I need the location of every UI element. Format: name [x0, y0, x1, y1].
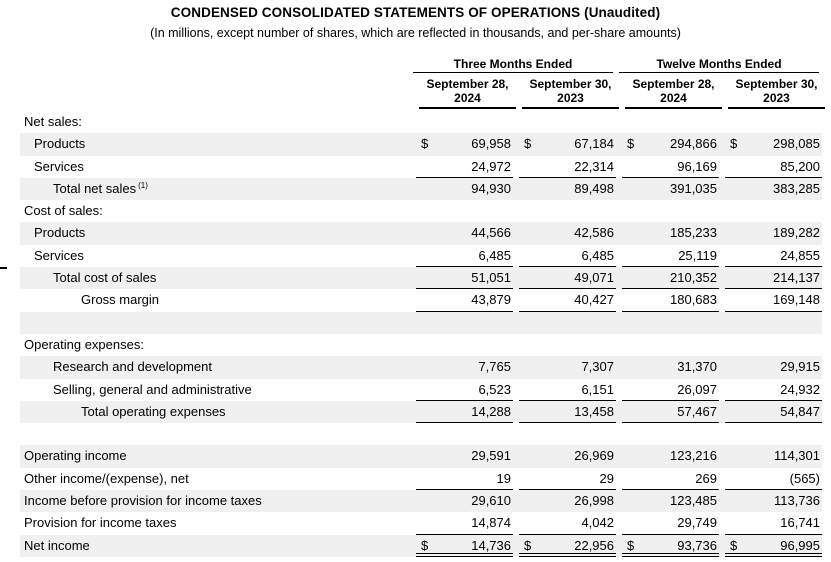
value-column — [622, 512, 719, 534]
cell-value: 57,467 — [677, 403, 717, 419]
value-column — [519, 111, 616, 133]
value-column — [416, 334, 513, 356]
cell-value: 269 — [695, 470, 717, 486]
value-column — [725, 200, 822, 222]
table-row — [20, 289, 822, 311]
value-column — [416, 379, 513, 401]
cell-value: 24,855 — [780, 247, 820, 263]
row-label: Products — [34, 136, 86, 152]
value-column — [725, 445, 822, 467]
dollar-sign: $ — [730, 537, 738, 553]
value-column — [416, 200, 513, 222]
value-column — [725, 356, 822, 378]
row-label: Operating expenses: — [24, 336, 144, 352]
value-column — [416, 423, 513, 445]
value-column — [519, 312, 616, 334]
table-row — [20, 178, 822, 200]
cell-value: 6,151 — [581, 381, 614, 397]
cell-value: 67,184 — [574, 136, 614, 152]
cell-value — [622, 111, 719, 133]
cell-value — [519, 423, 616, 445]
column-header-line2: 2023 — [557, 91, 584, 105]
column-header-line2: 2024 — [660, 91, 687, 105]
cell-value: 49,071 — [574, 270, 614, 286]
table-body — [20, 111, 822, 557]
row-label: Provision for income taxes — [24, 515, 177, 531]
column-header-fy-2023 — [728, 76, 825, 109]
value-column — [725, 312, 822, 334]
value-column — [725, 468, 822, 490]
row-label: Services — [34, 247, 84, 263]
value-column — [519, 267, 616, 289]
cell-value — [519, 312, 616, 334]
cell-value — [519, 200, 616, 222]
cell-value: 180,683 — [670, 292, 717, 308]
cell-value: 94,930 — [471, 180, 511, 196]
value-column — [622, 468, 719, 490]
column-header-line1: September 30, — [529, 77, 612, 91]
value-column — [725, 423, 822, 445]
value-column — [519, 334, 616, 356]
cell-value: 93,736 — [677, 537, 717, 553]
cell-value: 96,169 — [677, 158, 717, 174]
value-column — [725, 401, 822, 423]
value-column — [622, 178, 719, 200]
value-column — [622, 312, 719, 334]
cell-value — [519, 334, 616, 356]
table-row — [20, 222, 822, 244]
cell-value: 42,586 — [574, 225, 614, 241]
cell-value: 26,998 — [574, 493, 614, 509]
cell-value — [622, 334, 719, 356]
stray-mark — [0, 267, 7, 269]
cell-value: 29,610 — [471, 493, 511, 509]
cell-value: 294,866 — [670, 136, 717, 152]
period-group-header-row — [20, 57, 822, 73]
cell-value: 123,485 — [670, 493, 717, 509]
table-row — [20, 267, 822, 289]
value-column — [725, 133, 822, 155]
footnote-marker: (1) — [138, 180, 148, 190]
value-column — [622, 401, 719, 423]
cell-value: 96,995 — [780, 537, 820, 553]
column-group-three-months: Three Months Ended — [413, 57, 613, 73]
value-column — [725, 535, 822, 557]
value-column — [519, 490, 616, 512]
column-header-line1: September 28, — [632, 77, 715, 91]
table-row — [20, 156, 822, 178]
value-column — [519, 535, 616, 557]
value-column — [622, 267, 719, 289]
value-column — [416, 111, 513, 133]
cell-value: 14,736 — [471, 537, 511, 553]
cell-value: 169,148 — [773, 292, 820, 308]
row-label: Income before provision for income taxes — [24, 493, 262, 509]
value-column — [725, 178, 822, 200]
value-column — [416, 222, 513, 244]
value-column — [416, 289, 513, 311]
table-row — [20, 379, 822, 401]
value-column — [622, 222, 719, 244]
cell-value: 123,216 — [670, 448, 717, 464]
dollar-sign: $ — [421, 136, 429, 152]
value-column — [519, 200, 616, 222]
value-column — [416, 401, 513, 423]
cell-value: 210,352 — [670, 270, 717, 286]
cell-value: 29,915 — [780, 359, 820, 375]
value-column — [622, 156, 719, 178]
row-label: Other income/(expense), net — [24, 470, 189, 486]
row-label: Services — [34, 158, 84, 174]
cell-value: 26,097 — [677, 381, 717, 397]
row-label: Net sales: — [24, 114, 82, 129]
value-column — [622, 379, 719, 401]
value-column — [725, 245, 822, 267]
table-row — [20, 423, 822, 445]
column-header-q-2023 — [522, 76, 619, 109]
cell-value: 31,370 — [677, 359, 717, 375]
cell-value: 383,285 — [773, 180, 820, 196]
cell-value: 24,932 — [780, 381, 820, 397]
cell-value — [622, 423, 719, 445]
statement-subtitle: (In millions, except number of shares, which are reflected in thousands, and per-share amounts) — [150, 26, 681, 40]
cell-value — [725, 111, 822, 133]
cell-value — [725, 312, 822, 334]
value-column — [519, 401, 616, 423]
cell-value: 6,523 — [478, 381, 511, 397]
column-header-line2: 2024 — [454, 91, 481, 105]
value-column — [519, 423, 616, 445]
value-column — [622, 200, 719, 222]
value-column — [725, 512, 822, 534]
row-label: Total operating expenses — [81, 403, 226, 419]
cell-value: 40,427 — [574, 292, 614, 308]
cell-value: 24,972 — [471, 158, 511, 174]
dollar-sign: $ — [730, 136, 738, 152]
cell-value: 44,566 — [471, 225, 511, 241]
cell-value: 16,741 — [780, 515, 820, 531]
cell-value — [416, 111, 513, 133]
cell-value — [416, 334, 513, 356]
table-row — [20, 356, 822, 378]
cell-value: 391,035 — [670, 180, 717, 196]
dollar-sign: $ — [421, 537, 429, 553]
value-column — [416, 445, 513, 467]
cell-value: 113,736 — [773, 493, 820, 509]
value-column — [519, 178, 616, 200]
cell-value: 114,301 — [773, 448, 820, 464]
value-column — [725, 490, 822, 512]
table-row — [20, 133, 822, 155]
table-row — [20, 490, 822, 512]
column-header-line1: September 30, — [735, 77, 818, 91]
value-column — [519, 289, 616, 311]
value-column — [725, 156, 822, 178]
cell-value: 85,200 — [780, 158, 820, 174]
label-column-spacer — [20, 57, 413, 73]
value-column — [416, 535, 513, 557]
cell-value: 14,288 — [471, 403, 511, 419]
value-column — [622, 245, 719, 267]
table-row — [20, 334, 822, 356]
cell-value: 13,458 — [574, 403, 614, 419]
cell-value — [622, 200, 719, 222]
cell-value: 89,498 — [574, 180, 614, 196]
dollar-sign: $ — [627, 537, 635, 553]
value-column — [416, 156, 513, 178]
cell-value: 7,765 — [478, 359, 511, 375]
value-column — [725, 379, 822, 401]
cell-value — [416, 423, 513, 445]
value-column — [416, 512, 513, 534]
cell-value: 19 — [496, 470, 511, 486]
value-column — [725, 222, 822, 244]
table-row — [20, 245, 822, 267]
value-column — [519, 356, 616, 378]
row-label: Products — [34, 225, 86, 241]
cell-value: 189,282 — [773, 225, 820, 241]
cell-value — [416, 312, 513, 334]
value-column — [725, 111, 822, 133]
value-column — [416, 356, 513, 378]
value-column — [622, 111, 719, 133]
cell-value: 4,042 — [581, 515, 614, 531]
cell-value: 6,485 — [581, 247, 614, 263]
value-column — [622, 356, 719, 378]
table-row — [20, 200, 822, 222]
value-column — [519, 445, 616, 467]
value-column — [416, 245, 513, 267]
cell-value: 22,314 — [574, 158, 614, 174]
row-label: Research and development — [53, 359, 212, 375]
cell-value: 214,137 — [773, 270, 820, 286]
table-row — [20, 312, 822, 334]
row-label: Total net sales $^{(1)}$ — [53, 180, 148, 196]
row-label: Net income — [24, 537, 90, 553]
value-column — [622, 334, 719, 356]
value-column — [725, 267, 822, 289]
row-label — [20, 423, 410, 445]
value-column — [519, 379, 616, 401]
cell-value: 14,874 — [471, 515, 511, 531]
operations-statement-table — [20, 57, 822, 557]
table-row — [20, 401, 822, 423]
cell-value: 26,969 — [574, 448, 614, 464]
cell-value — [416, 200, 513, 222]
cell-value: 29,591 — [471, 448, 511, 464]
column-header-line1: September 28, — [426, 77, 509, 91]
value-column — [725, 334, 822, 356]
table-row — [20, 468, 822, 490]
label-column-spacer — [20, 76, 413, 109]
cell-value: 29,749 — [677, 515, 717, 531]
value-column — [519, 133, 616, 155]
cell-value: 298,085 — [773, 136, 820, 152]
cell-value — [519, 111, 616, 133]
cell-value: 6,485 — [478, 247, 511, 263]
value-column — [622, 289, 719, 311]
value-column — [416, 133, 513, 155]
cell-value: 22,956 — [574, 537, 614, 553]
value-column — [519, 222, 616, 244]
table-row — [20, 535, 822, 557]
row-label: Operating income — [24, 448, 127, 464]
statement-title: CONDENSED CONSOLIDATED STATEMENTS OF OPERATIONS (Unaudited) — [170, 5, 661, 20]
cell-value: 7,307 — [581, 359, 614, 375]
value-column — [416, 178, 513, 200]
column-header-q-2024 — [419, 76, 516, 109]
cell-value: 54,847 — [780, 403, 820, 419]
row-label: Selling, general and administrative — [53, 381, 252, 397]
value-column — [622, 445, 719, 467]
value-column — [519, 512, 616, 534]
value-column — [622, 423, 719, 445]
cell-value — [725, 200, 822, 222]
value-column — [519, 245, 616, 267]
table-row — [20, 512, 822, 534]
row-label: Total cost of sales — [53, 270, 157, 286]
cell-value: (565) — [789, 470, 820, 486]
row-label — [20, 312, 410, 334]
cell-value: 51,051 — [471, 270, 511, 286]
value-column — [622, 535, 719, 557]
dollar-sign: $ — [524, 537, 532, 553]
row-label: Gross margin — [81, 292, 160, 308]
cell-value — [725, 423, 822, 445]
cell-value: 69,958 — [471, 136, 511, 152]
value-column — [416, 312, 513, 334]
table-row — [20, 445, 822, 467]
cell-value — [622, 312, 719, 334]
cell-value: 43,879 — [471, 292, 511, 308]
row-label: Cost of sales: — [24, 203, 103, 219]
value-column — [622, 133, 719, 155]
cell-value: 185,233 — [670, 225, 717, 241]
dollar-sign: $ — [524, 136, 532, 152]
column-header-line2: 2023 — [763, 91, 790, 105]
cell-value — [725, 334, 822, 356]
value-column — [725, 289, 822, 311]
cell-value: 25,119 — [678, 247, 717, 263]
value-column — [519, 156, 616, 178]
value-column — [622, 490, 719, 512]
date-header-row — [20, 76, 822, 109]
value-column — [519, 468, 616, 490]
dollar-sign: $ — [627, 136, 635, 152]
value-column — [416, 267, 513, 289]
table-row — [20, 111, 822, 133]
column-header-fy-2024 — [625, 76, 722, 109]
column-group-twelve-months: Twelve Months Ended — [619, 57, 819, 73]
cell-value: 29 — [599, 470, 614, 486]
value-column — [416, 468, 513, 490]
value-column — [416, 490, 513, 512]
